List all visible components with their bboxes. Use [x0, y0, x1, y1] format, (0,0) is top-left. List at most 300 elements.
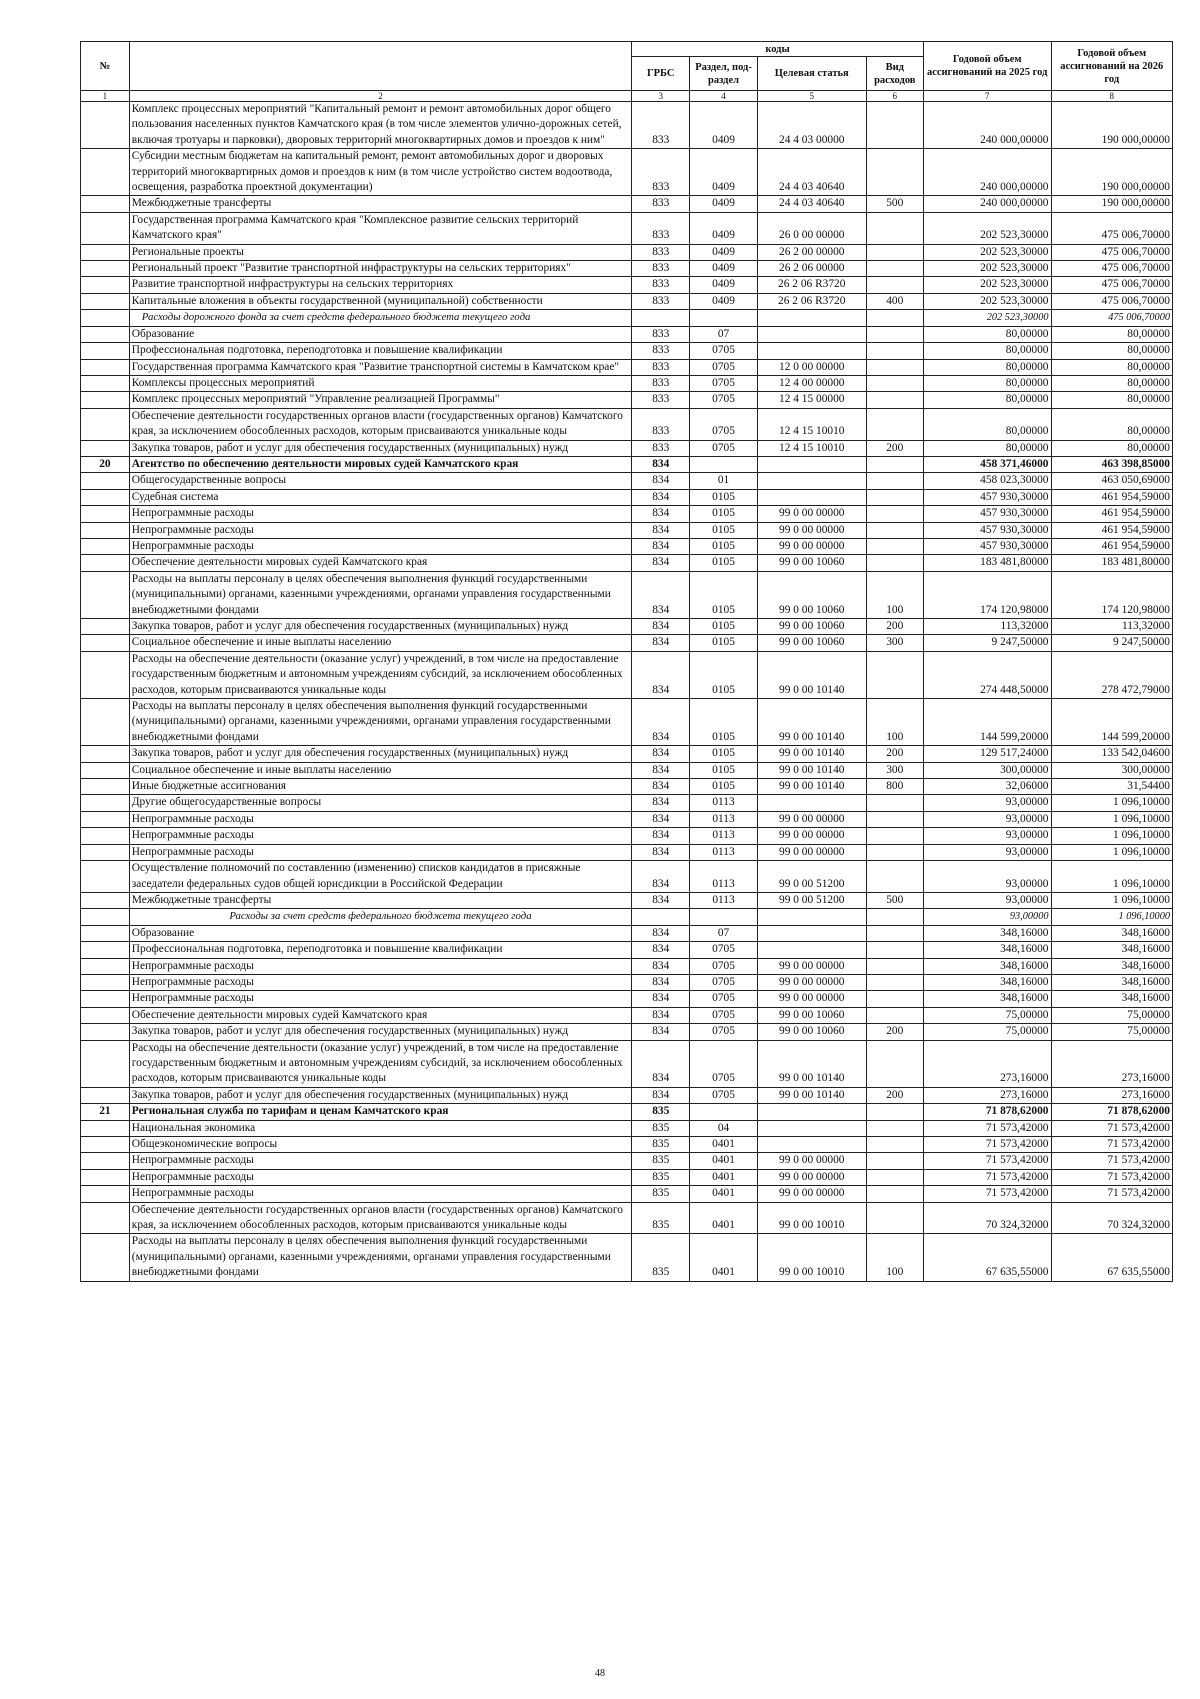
- amount-2025-cell: 348,16000: [923, 991, 1051, 1007]
- section-cell: 0105: [690, 619, 757, 635]
- expense-type-cell: [866, 392, 923, 408]
- table-row: [81, 762, 1173, 778]
- row-number-cell: [81, 892, 130, 908]
- amount-2026-cell: 144 599,20000: [1051, 699, 1173, 746]
- expense-type-cell: [866, 991, 923, 1007]
- expense-type-cell: [866, 909, 923, 925]
- amount-2026-cell: 190 000,00000: [1051, 196, 1173, 212]
- amount-2025-cell: 202 523,30000: [923, 261, 1051, 277]
- table-row: [81, 974, 1173, 990]
- amount-2025-cell: 348,16000: [923, 925, 1051, 941]
- amount-2025-cell: 240 000,00000: [923, 102, 1051, 149]
- row-number-cell: [81, 651, 130, 698]
- expense-type-cell: [866, 925, 923, 941]
- amount-2025-cell: 129 517,24000: [923, 746, 1051, 762]
- row-number-cell: [81, 974, 130, 990]
- target-article-cell: 99 0 00 00000: [757, 506, 866, 522]
- expense-name-cell: Непрограммные расходы: [129, 522, 631, 538]
- target-article-cell: 99 0 00 51200: [757, 892, 866, 908]
- expense-name-cell: Государственная программа Камчатского края "Развитие транспортной системы в Камчатском крае": [129, 359, 631, 375]
- amount-2026-cell: 1 096,10000: [1051, 909, 1173, 925]
- amount-2026-cell: 461 954,59000: [1051, 538, 1173, 554]
- amount-2026-cell: 70 324,32000: [1051, 1202, 1173, 1234]
- section-cell: 0401: [690, 1234, 757, 1281]
- expense-name-cell: Непрограммные расходы: [129, 1169, 631, 1185]
- target-article-cell: [757, 1137, 866, 1153]
- row-number-cell: [81, 261, 130, 277]
- target-article-cell: 99 0 00 10060: [757, 1024, 866, 1040]
- expense-name-cell: Закупка товаров, работ и услуг для обеспечения государственных (муниципальных) нужд: [129, 619, 631, 635]
- table-row: [81, 440, 1173, 456]
- grbs-cell: 833: [632, 149, 690, 196]
- amount-2026-cell: 75,00000: [1051, 1007, 1173, 1023]
- expense-name-cell: Расходы на выплаты персоналу в целях обеспечения выполнения функций государственными (муниципальными) органами, казенными учреждениями, органами управления государственными внебюджетными фондами: [129, 1234, 631, 1281]
- section-cell: 0705: [690, 1024, 757, 1040]
- expense-type-cell: [866, 343, 923, 359]
- amount-2026-cell: 80,00000: [1051, 440, 1173, 456]
- table-row: [81, 795, 1173, 811]
- target-article-cell: 99 0 00 00000: [757, 522, 866, 538]
- amount-2025-cell: 71 573,42000: [923, 1153, 1051, 1169]
- expense-name-cell: Закупка товаров, работ и услуг для обеспечения государственных (муниципальных) нужд: [129, 746, 631, 762]
- amount-2026-cell: 71 878,62000: [1051, 1104, 1173, 1120]
- section-cell: 0705: [690, 408, 757, 440]
- expense-type-cell: 100: [866, 571, 923, 618]
- header-volume-2026: Годовой объем ассигнований на 2026 год: [1051, 42, 1173, 91]
- grbs-cell: 833: [632, 326, 690, 342]
- table-row: [81, 456, 1173, 472]
- section-cell: 0409: [690, 149, 757, 196]
- amount-2025-cell: 80,00000: [923, 408, 1051, 440]
- amount-2025-cell: 202 523,30000: [923, 212, 1051, 244]
- section-cell: 0705: [690, 440, 757, 456]
- target-article-cell: [757, 795, 866, 811]
- expense-type-cell: [866, 555, 923, 571]
- section-cell: 0105: [690, 762, 757, 778]
- expense-name-cell: Иные бюджетные ассигнования: [129, 779, 631, 795]
- table-row: [81, 261, 1173, 277]
- row-number-cell: [81, 779, 130, 795]
- amount-2026-cell: 475 006,70000: [1051, 261, 1173, 277]
- amount-2025-cell: 75,00000: [923, 1024, 1051, 1040]
- grbs-cell: 835: [632, 1186, 690, 1202]
- expense-type-cell: 200: [866, 1024, 923, 1040]
- grbs-cell: 833: [632, 359, 690, 375]
- amount-2025-cell: 9 247,50000: [923, 635, 1051, 651]
- target-article-cell: [757, 489, 866, 505]
- amount-2025-cell: 300,00000: [923, 762, 1051, 778]
- target-article-cell: 24 4 03 40640: [757, 196, 866, 212]
- expense-type-cell: [866, 375, 923, 391]
- row-number-cell: [81, 1153, 130, 1169]
- amount-2026-cell: 80,00000: [1051, 326, 1173, 342]
- section-cell: 04: [690, 1120, 757, 1136]
- target-article-cell: 24 4 03 40640: [757, 149, 866, 196]
- amount-2026-cell: 461 954,59000: [1051, 489, 1173, 505]
- section-cell: 0401: [690, 1169, 757, 1185]
- row-number-cell: [81, 375, 130, 391]
- expense-type-cell: [866, 326, 923, 342]
- table-row: [81, 635, 1173, 651]
- amount-2026-cell: 80,00000: [1051, 408, 1173, 440]
- target-article-cell: 99 0 00 10140: [757, 699, 866, 746]
- amount-2026-cell: 67 635,55000: [1051, 1234, 1173, 1281]
- amount-2025-cell: 457 930,30000: [923, 522, 1051, 538]
- section-cell: 0705: [690, 343, 757, 359]
- expense-name-cell: Непрограммные расходы: [129, 974, 631, 990]
- expense-type-cell: [866, 102, 923, 149]
- row-number-cell: [81, 440, 130, 456]
- expense-type-cell: [866, 456, 923, 472]
- amount-2026-cell: 348,16000: [1051, 942, 1173, 958]
- amount-2026-cell: 80,00000: [1051, 343, 1173, 359]
- expense-name-cell: Непрограммные расходы: [129, 811, 631, 827]
- expense-type-cell: [866, 277, 923, 293]
- amount-2026-cell: 475 006,70000: [1051, 310, 1173, 326]
- expense-type-cell: [866, 844, 923, 860]
- amount-2025-cell: 348,16000: [923, 974, 1051, 990]
- amount-2026-cell: 463 050,69000: [1051, 473, 1173, 489]
- expense-type-cell: [866, 310, 923, 326]
- target-article-cell: [757, 942, 866, 958]
- section-cell: 07: [690, 925, 757, 941]
- section-cell: [690, 1104, 757, 1120]
- section-cell: 0409: [690, 261, 757, 277]
- expense-type-cell: [866, 489, 923, 505]
- amount-2026-cell: 475 006,70000: [1051, 244, 1173, 260]
- amount-2026-cell: 475 006,70000: [1051, 293, 1173, 309]
- expense-type-cell: 100: [866, 699, 923, 746]
- table-row: [81, 746, 1173, 762]
- table-row: [81, 102, 1173, 149]
- amount-2026-cell: 475 006,70000: [1051, 277, 1173, 293]
- expense-name-cell: Профессиональная подготовка, переподготовка и повышение квалификации: [129, 942, 631, 958]
- expense-name-cell: Социальное обеспечение и иные выплаты населению: [129, 762, 631, 778]
- amount-2026-cell: 300,00000: [1051, 762, 1173, 778]
- table-row: [81, 828, 1173, 844]
- target-article-cell: 99 0 00 10060: [757, 555, 866, 571]
- section-cell: 0401: [690, 1202, 757, 1234]
- expense-name-cell: Непрограммные расходы: [129, 1153, 631, 1169]
- amount-2026-cell: 273,16000: [1051, 1087, 1173, 1103]
- amount-2026-cell: 461 954,59000: [1051, 522, 1173, 538]
- expense-name-cell: Расходы за счет средств федерального бюджета текущего года: [129, 909, 631, 925]
- section-cell: 0105: [690, 571, 757, 618]
- amount-2025-cell: 457 930,30000: [923, 506, 1051, 522]
- grbs-cell: 834: [632, 489, 690, 505]
- expense-name-cell: Судебная система: [129, 489, 631, 505]
- amount-2026-cell: 71 573,42000: [1051, 1153, 1173, 1169]
- table-row: [81, 1202, 1173, 1234]
- expense-type-cell: [866, 861, 923, 893]
- amount-2025-cell: 113,32000: [923, 619, 1051, 635]
- target-article-cell: 99 0 00 10010: [757, 1234, 866, 1281]
- target-article-cell: 99 0 00 00000: [757, 1153, 866, 1169]
- row-number-cell: [81, 149, 130, 196]
- table-row: [81, 408, 1173, 440]
- section-cell: 0113: [690, 811, 757, 827]
- header-target-article: Целевая статья: [757, 57, 866, 91]
- target-article-cell: [757, 909, 866, 925]
- row-number-cell: [81, 1186, 130, 1202]
- grbs-cell: 833: [632, 440, 690, 456]
- row-number-cell: [81, 1007, 130, 1023]
- amount-2026-cell: 1 096,10000: [1051, 892, 1173, 908]
- column-number: 2: [129, 91, 631, 102]
- target-article-cell: 12 4 15 10010: [757, 440, 866, 456]
- section-cell: 0705: [690, 375, 757, 391]
- target-article-cell: 99 0 00 10060: [757, 619, 866, 635]
- grbs-cell: 834: [632, 746, 690, 762]
- expense-type-cell: 400: [866, 293, 923, 309]
- section-cell: 0409: [690, 196, 757, 212]
- expense-name-cell: Образование: [129, 925, 631, 941]
- amount-2026-cell: 133 542,04600: [1051, 746, 1173, 762]
- expense-name-cell: Комплексы процессных мероприятий: [129, 375, 631, 391]
- expense-type-cell: 200: [866, 746, 923, 762]
- row-number-cell: [81, 408, 130, 440]
- target-article-cell: [757, 343, 866, 359]
- amount-2025-cell: 457 930,30000: [923, 489, 1051, 505]
- row-number-cell: [81, 343, 130, 359]
- amount-2025-cell: 70 324,32000: [923, 1202, 1051, 1234]
- row-number-cell: [81, 196, 130, 212]
- target-article-cell: 99 0 00 00000: [757, 991, 866, 1007]
- table-row: [81, 699, 1173, 746]
- section-cell: 0113: [690, 795, 757, 811]
- target-article-cell: 99 0 00 00000: [757, 844, 866, 860]
- grbs-cell: 834: [632, 762, 690, 778]
- expense-type-cell: 200: [866, 440, 923, 456]
- target-article-cell: 99 0 00 00000: [757, 1186, 866, 1202]
- expense-type-cell: [866, 538, 923, 554]
- section-cell: 0409: [690, 102, 757, 149]
- row-number-cell: 21: [81, 1104, 130, 1120]
- header-number: №: [81, 42, 130, 91]
- table-row: [81, 310, 1173, 326]
- row-number-cell: [81, 506, 130, 522]
- expense-name-cell: Закупка товаров, работ и услуг для обеспечения государственных (муниципальных) нужд: [129, 1087, 631, 1103]
- table-row: [81, 925, 1173, 941]
- table-row: [81, 1104, 1173, 1120]
- target-article-cell: [757, 310, 866, 326]
- amount-2025-cell: 274 448,50000: [923, 651, 1051, 698]
- expense-name-cell: Непрограммные расходы: [129, 828, 631, 844]
- grbs-cell: 835: [632, 1104, 690, 1120]
- expense-name-cell: Обеспечение деятельности мировых судей Камчатского края: [129, 1007, 631, 1023]
- target-article-cell: 12 4 15 10010: [757, 408, 866, 440]
- grbs-cell: 834: [632, 861, 690, 893]
- expense-type-cell: [866, 522, 923, 538]
- row-number-cell: [81, 555, 130, 571]
- grbs-cell: 835: [632, 1137, 690, 1153]
- table-row: [81, 1234, 1173, 1281]
- row-number-cell: [81, 635, 130, 651]
- table-row: [81, 844, 1173, 860]
- grbs-cell: 834: [632, 958, 690, 974]
- grbs-cell: 834: [632, 1087, 690, 1103]
- budget-table: [80, 41, 1173, 1282]
- amount-2026-cell: 1 096,10000: [1051, 828, 1173, 844]
- expense-type-cell: [866, 149, 923, 196]
- table-row: [81, 538, 1173, 554]
- amount-2026-cell: 348,16000: [1051, 991, 1173, 1007]
- amount-2026-cell: 80,00000: [1051, 359, 1173, 375]
- amount-2025-cell: 80,00000: [923, 343, 1051, 359]
- target-article-cell: 99 0 00 10060: [757, 1007, 866, 1023]
- table-row: [81, 244, 1173, 260]
- expense-name-cell: Осуществление полномочий по составлению (изменению) списков кандидатов в присяжные заседатели федеральных судов общей юрисдикции в Российской Федерации: [129, 861, 631, 893]
- amount-2026-cell: 273,16000: [1051, 1040, 1173, 1087]
- target-article-cell: 12 4 15 00000: [757, 392, 866, 408]
- target-article-cell: 26 2 00 00000: [757, 244, 866, 260]
- target-article-cell: 26 2 06 R3720: [757, 293, 866, 309]
- section-cell: 0105: [690, 555, 757, 571]
- target-article-cell: 99 0 00 00000: [757, 811, 866, 827]
- section-cell: 0401: [690, 1153, 757, 1169]
- expense-name-cell: Расходы на обеспечение деятельности (оказание услуг) учреждений, в том числе на предоставление государственным бюджетным и автономным учреждениям субсидий, за исключением обособленных расходов, которым присваиваются уникальные коды: [129, 1040, 631, 1087]
- grbs-cell: 834: [632, 991, 690, 1007]
- grbs-cell: 835: [632, 1169, 690, 1185]
- grbs-cell: 834: [632, 635, 690, 651]
- expense-name-cell: Непрограммные расходы: [129, 538, 631, 554]
- section-cell: 0113: [690, 844, 757, 860]
- grbs-cell: 834: [632, 1024, 690, 1040]
- expense-name-cell: Непрограммные расходы: [129, 991, 631, 1007]
- expense-name-cell: Национальная экономика: [129, 1120, 631, 1136]
- grbs-cell: 835: [632, 1202, 690, 1234]
- table-row: [81, 651, 1173, 698]
- section-cell: 0705: [690, 359, 757, 375]
- target-article-cell: 12 4 00 00000: [757, 375, 866, 391]
- amount-2026-cell: 1 096,10000: [1051, 811, 1173, 827]
- table-row: [81, 811, 1173, 827]
- target-article-cell: [757, 1104, 866, 1120]
- section-cell: 0705: [690, 392, 757, 408]
- row-number-cell: [81, 909, 130, 925]
- expense-type-cell: [866, 1137, 923, 1153]
- amount-2026-cell: 183 481,80000: [1051, 555, 1173, 571]
- section-cell: 0705: [690, 991, 757, 1007]
- expense-name-cell: Агентство по обеспечению деятельности мировых судей Камчатского края: [129, 456, 631, 472]
- header-codes: коды: [632, 42, 924, 57]
- expense-name-cell: Общеэкономические вопросы: [129, 1137, 631, 1153]
- amount-2025-cell: 80,00000: [923, 440, 1051, 456]
- expense-name-cell: Межбюджетные трансферты: [129, 892, 631, 908]
- row-number-cell: [81, 102, 130, 149]
- expense-type-cell: 300: [866, 762, 923, 778]
- row-number-cell: [81, 473, 130, 489]
- amount-2025-cell: 202 523,30000: [923, 244, 1051, 260]
- expense-type-cell: [866, 651, 923, 698]
- section-cell: 0105: [690, 489, 757, 505]
- table-row: [81, 892, 1173, 908]
- row-number-cell: [81, 392, 130, 408]
- table-row: [81, 779, 1173, 795]
- table-row: [81, 392, 1173, 408]
- section-cell: 0409: [690, 212, 757, 244]
- amount-2025-cell: 80,00000: [923, 359, 1051, 375]
- amount-2026-cell: 71 573,42000: [1051, 1169, 1173, 1185]
- table-row: [81, 1120, 1173, 1136]
- amount-2025-cell: 67 635,55000: [923, 1234, 1051, 1281]
- amount-2025-cell: 458 023,30000: [923, 473, 1051, 489]
- amount-2025-cell: 93,00000: [923, 844, 1051, 860]
- row-number-cell: 20: [81, 456, 130, 472]
- expense-name-cell: Расходы на выплаты персоналу в целях обеспечения выполнения функций государственными (муниципальными) органами, казенными учреждениями, органами управления государственными внебюджетными фондами: [129, 571, 631, 618]
- expense-type-cell: 200: [866, 619, 923, 635]
- amount-2026-cell: 348,16000: [1051, 974, 1173, 990]
- row-number-cell: [81, 1234, 130, 1281]
- expense-name-cell: Расходы на выплаты персоналу в целях обеспечения выполнения функций государственными (муниципальными) органами, казенными учреждениями, органами управления государственными внебюджетными фондами: [129, 699, 631, 746]
- row-number-cell: [81, 795, 130, 811]
- amount-2025-cell: 273,16000: [923, 1087, 1051, 1103]
- grbs-cell: 834: [632, 522, 690, 538]
- expense-name-cell: Региональные проекты: [129, 244, 631, 260]
- amount-2025-cell: 71 573,42000: [923, 1186, 1051, 1202]
- expense-name-cell: Непрограммные расходы: [129, 506, 631, 522]
- row-number-cell: [81, 619, 130, 635]
- row-number-cell: [81, 1024, 130, 1040]
- section-cell: 0401: [690, 1137, 757, 1153]
- amount-2025-cell: 457 930,30000: [923, 538, 1051, 554]
- table-row: [81, 343, 1173, 359]
- amount-2026-cell: 174 120,98000: [1051, 571, 1173, 618]
- row-number-cell: [81, 925, 130, 941]
- amount-2026-cell: 71 573,42000: [1051, 1137, 1173, 1153]
- grbs-cell: 834: [632, 892, 690, 908]
- row-number-cell: [81, 489, 130, 505]
- header-name: [129, 42, 631, 91]
- amount-2025-cell: 202 523,30000: [923, 310, 1051, 326]
- table-row: [81, 861, 1173, 893]
- target-article-cell: 99 0 00 51200: [757, 861, 866, 893]
- expense-name-cell: Региональная служба по тарифам и ценам Камчатского края: [129, 1104, 631, 1120]
- expense-type-cell: [866, 506, 923, 522]
- target-article-cell: 99 0 00 00000: [757, 974, 866, 990]
- section-cell: [690, 456, 757, 472]
- row-number-cell: [81, 293, 130, 309]
- amount-2025-cell: 80,00000: [923, 375, 1051, 391]
- grbs-cell: 833: [632, 375, 690, 391]
- section-cell: 0105: [690, 538, 757, 554]
- expense-type-cell: [866, 1186, 923, 1202]
- section-cell: 0705: [690, 958, 757, 974]
- row-number-cell: [81, 991, 130, 1007]
- expense-type-cell: 500: [866, 196, 923, 212]
- grbs-cell: 834: [632, 555, 690, 571]
- header-section: Раздел, под-раздел: [690, 57, 757, 91]
- amount-2026-cell: 190 000,00000: [1051, 149, 1173, 196]
- amount-2025-cell: 183 481,80000: [923, 555, 1051, 571]
- grbs-cell: [632, 310, 690, 326]
- row-number-cell: [81, 522, 130, 538]
- grbs-cell: 833: [632, 277, 690, 293]
- expense-name-cell: Закупка товаров, работ и услуг для обеспечения государственных (муниципальных) нужд: [129, 440, 631, 456]
- row-number-cell: [81, 699, 130, 746]
- row-number-cell: [81, 861, 130, 893]
- table-row: [81, 1186, 1173, 1202]
- row-number-cell: [81, 1120, 130, 1136]
- section-cell: 0105: [690, 506, 757, 522]
- expense-type-cell: [866, 473, 923, 489]
- row-number-cell: [81, 811, 130, 827]
- row-number-cell: [81, 326, 130, 342]
- header-expense-type: Вид расходов: [866, 57, 923, 91]
- target-article-cell: 99 0 00 00000: [757, 1169, 866, 1185]
- grbs-cell: 835: [632, 1234, 690, 1281]
- section-cell: 0705: [690, 1087, 757, 1103]
